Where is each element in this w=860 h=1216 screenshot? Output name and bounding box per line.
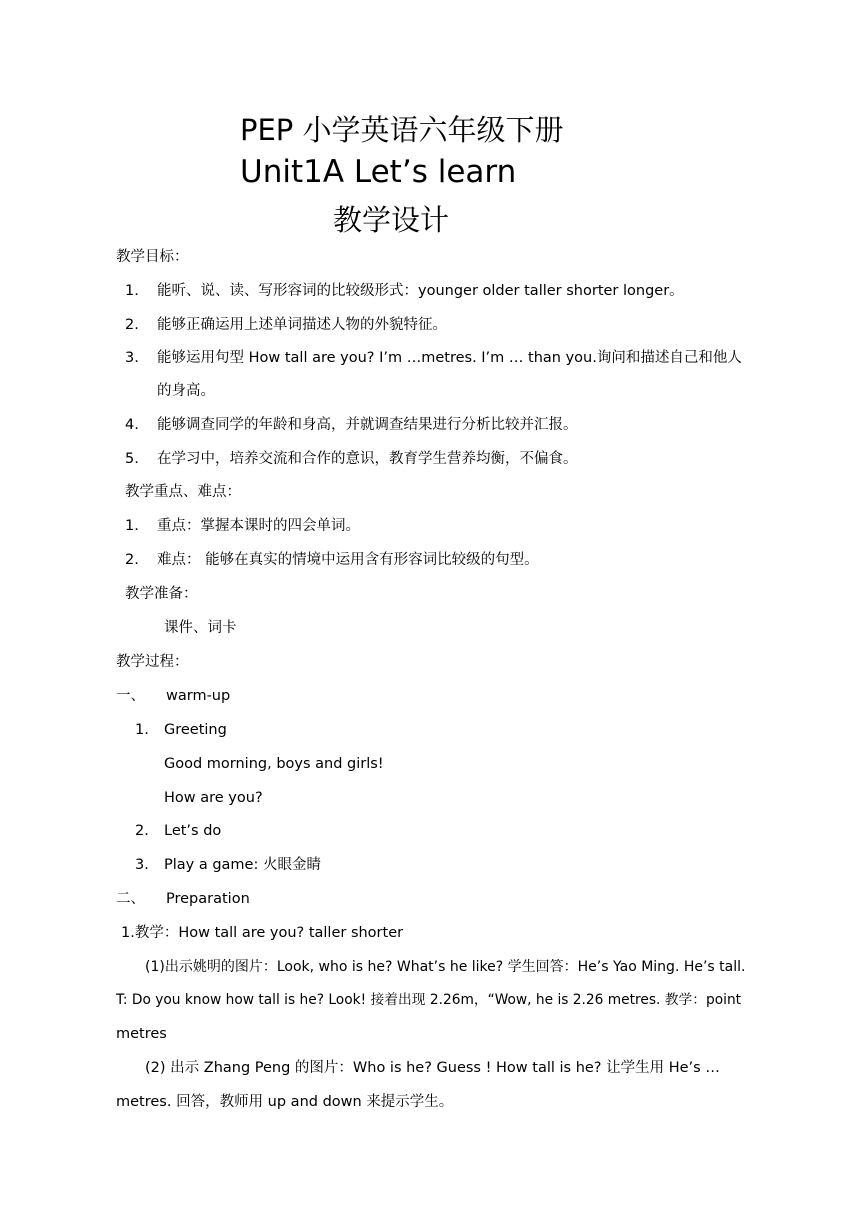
key-point-number: 1. [125,518,139,534]
section-number: 一、 [116,688,145,704]
process-heading: 教学过程： [116,654,189,670]
section-title: Preparation [166,891,250,907]
preparation-text: 课件、词卡 [164,620,237,636]
key-point-text: 难点： 能够在真实的情境中运用含有形容词比较级的句型。 [157,552,539,568]
key-points-heading: 教学重点、难点： [125,484,241,500]
paragraph-line: (1)出示姚明的图片：Look, who is he? What’s he like? 学生回答：He’s Yao Ming. He’s tall. [145,959,746,975]
paragraph-line: (2) 出示 Zhang Peng 的图片：Who is he? Guess ! How tall is he? 让学生用 He’s … [145,1060,720,1076]
preparation-heading: 教学准备： [125,586,198,602]
step-number: 1. [135,722,149,738]
title-line-3: 教学设计 [333,203,450,237]
teaching-step: 1.教学：How tall are you? taller shorter [121,925,404,941]
step-subtext: How are you? [164,790,263,806]
step-text: Play a game: 火眼金睛 [164,857,321,873]
objective-number: 4. [125,417,139,433]
objective-number: 1. [125,283,139,299]
objective-text: 能够正确运用上述单词描述人物的外貌特征。 [157,317,447,333]
paragraph-line: metres. 回答，教师用 up and down 来提示学生。 [116,1094,454,1110]
step-number: 2. [135,823,149,839]
title-line-2: Unit1A Let’s learn [240,154,517,190]
step-text: Let’s do [164,823,222,839]
title-line-1: PEP 小学英语六年级下册 [240,113,564,147]
step-subtext: Good morning, boys and girls! [164,756,384,772]
key-point-number: 2. [125,552,139,568]
paragraph-line: T: Do you know how tall is he? Look! 接着出现 2.26m，“Wow, he is 2.26 metres. 教学：point [116,992,742,1008]
step-number: 3. [135,857,149,873]
objectives-heading: 教学目标： [116,249,189,265]
section-number: 二、 [116,891,145,907]
section-title: warm-up [166,688,231,704]
objective-text: 能够运用句型 How tall are you? I’m …metres. I’m … than you.询问和描述自己和他人 [157,350,742,366]
objective-text-continued: 的身高。 [157,383,215,399]
objective-text: 能听、说、读、写形容词的比较级形式：younger older taller shorter longer。 [157,283,684,299]
paragraph-line: metres [116,1026,167,1042]
key-point-text: 重点：掌握本课时的四会单词。 [157,518,360,534]
objective-number: 3. [125,350,139,366]
objective-text: 能够调查同学的年龄和身高，并就调查结果进行分析比较并汇报。 [157,417,578,433]
objective-number: 2. [125,317,139,333]
objective-number: 5. [125,451,139,467]
step-text: Greeting [164,722,227,738]
objective-text: 在学习中，培养交流和合作的意识，教育学生营养均衡，不偏食。 [157,451,578,467]
